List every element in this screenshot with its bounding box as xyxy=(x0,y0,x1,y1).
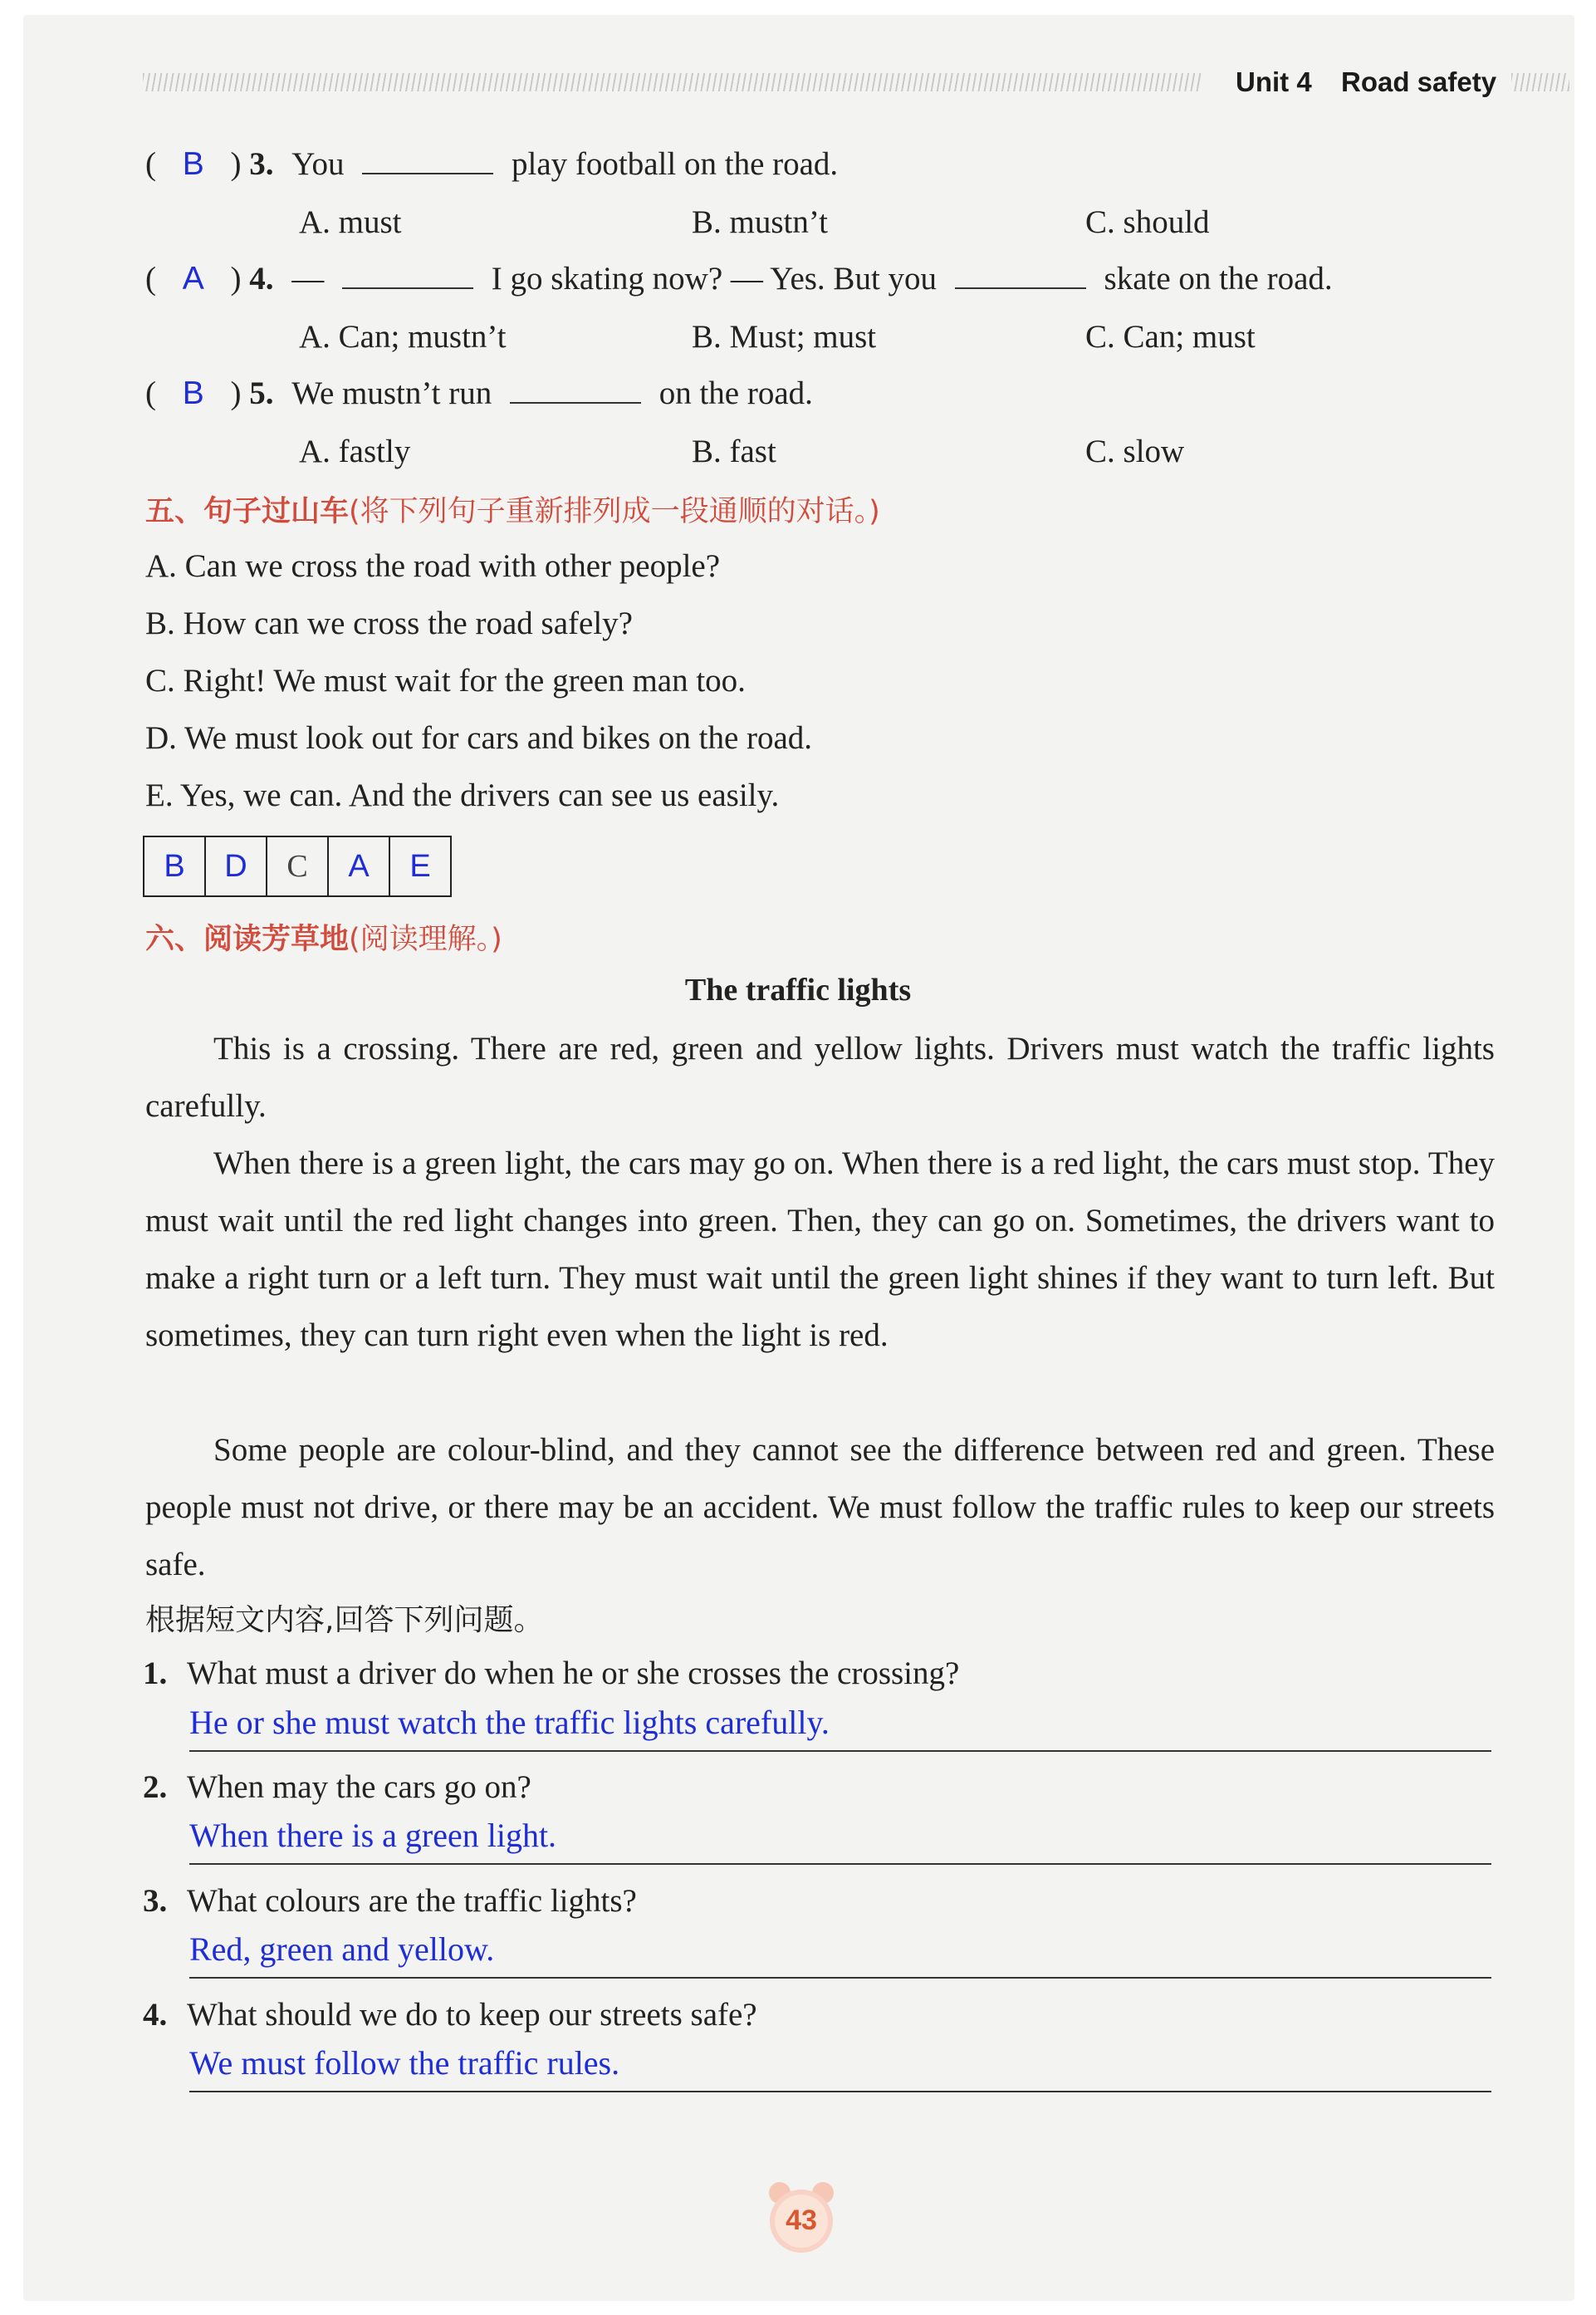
answer-blank xyxy=(342,287,473,289)
option: C. Can; must xyxy=(1085,319,1256,355)
option: C. slow xyxy=(1085,434,1185,469)
order-cell: E xyxy=(389,836,451,896)
answer-line xyxy=(189,1863,1491,1865)
order-cell: A xyxy=(328,836,389,896)
section-5-heading: 五、句子过山车(将下列句子重新排列成一段通顺的对话。) xyxy=(145,495,880,528)
reading-answer-3: Red, green and yellow. xyxy=(189,1930,495,1968)
passage-paragraph-1: This is a crossing. There are red, green and yellow lights. Drivers must watch the traffic lights carefully. xyxy=(145,1031,1495,1124)
sentence-d: D. We must look out for cars and bikes on the road. xyxy=(145,720,813,756)
reading-question-1: 1. What must a driver do when he or she crosses the crossing? xyxy=(143,1655,960,1691)
reading-answer-1: He or she must watch the traffic lights carefully. xyxy=(189,1704,830,1741)
passage-paragraph-2: When there is a green light, the cars may go on. When there is a red light, the cars must stop. They must wait until the red light changes into green. Then, they can go on. Sometimes, the drivers want to make a right turn or a left turn. They must wait until the green light shines if they want to turn left. But sometimes, they can turn right even when the light is red. xyxy=(145,1145,1495,1353)
reading-answer-2: When there is a green light. xyxy=(189,1817,557,1854)
reading-answer-4: We must follow the traffic rules. xyxy=(189,2044,620,2082)
mc-question-4: ( A ) 4. — I go skating now? — Yes. But you skate on the road. xyxy=(145,261,1333,297)
mc-answer: B xyxy=(182,375,204,411)
sentence-e: E. Yes, we can. And the drivers can see us easily. xyxy=(145,777,780,813)
answer-line xyxy=(189,1750,1491,1752)
answer-line xyxy=(189,2091,1491,2092)
option: B. mustn’t xyxy=(692,204,828,240)
reading-question-2: 2. When may the cars go on? xyxy=(143,1769,531,1805)
option: A. Can; mustn’t xyxy=(299,319,507,355)
option: B. Must; must xyxy=(692,319,877,355)
header-decoration-right xyxy=(1511,73,1569,91)
option: B. fast xyxy=(692,434,776,469)
passage-title: The traffic lights xyxy=(684,973,912,1008)
answer-blank xyxy=(955,287,1086,289)
sentence-c: C. Right! We must wait for the green man too. xyxy=(145,663,746,699)
mc-question-5: ( B ) 5. We mustn’t run on the road. xyxy=(145,375,813,411)
passage-paragraph-3: Some people are colour-blind, and they cannot see the difference between red and green. These people must not drive, or there may be an accident. We must follow the traffic rules to keep our streets safe. xyxy=(145,1432,1495,1582)
answer-blank xyxy=(510,401,641,404)
option: A. must xyxy=(299,204,402,240)
order-answer-table xyxy=(143,836,452,897)
questions-instruction: 根据短文内容,回答下列问题。 xyxy=(145,1603,544,1637)
reading-question-3: 3. What colours are the traffic lights? xyxy=(143,1883,637,1919)
reading-question-4: 4. What should we do to keep our streets safe? xyxy=(143,1997,757,2033)
mc-answer: B xyxy=(182,146,204,182)
sentence-a: A. Can we cross the road with other people? xyxy=(145,548,721,584)
order-cell: D xyxy=(205,836,267,896)
option: C. should xyxy=(1085,204,1210,240)
mc-answer: A xyxy=(182,261,204,297)
header-unit: Unit 4 xyxy=(1236,66,1312,97)
sentence-b: B. How can we cross the road safely? xyxy=(145,606,633,641)
section-6-heading: 六、阅读芳草地(阅读理解。) xyxy=(145,923,502,956)
answer-line xyxy=(189,1977,1491,1979)
mc-question-3: ( B ) 3. You play football on the road. xyxy=(145,146,839,182)
option: A. fastly xyxy=(299,434,411,469)
order-cell: B xyxy=(144,836,205,896)
header-decoration xyxy=(143,73,1202,91)
answer-blank xyxy=(362,172,493,174)
header-topic: Road safety xyxy=(1341,66,1497,97)
page-number: 43 xyxy=(786,2205,817,2236)
order-cell: C xyxy=(267,836,328,896)
